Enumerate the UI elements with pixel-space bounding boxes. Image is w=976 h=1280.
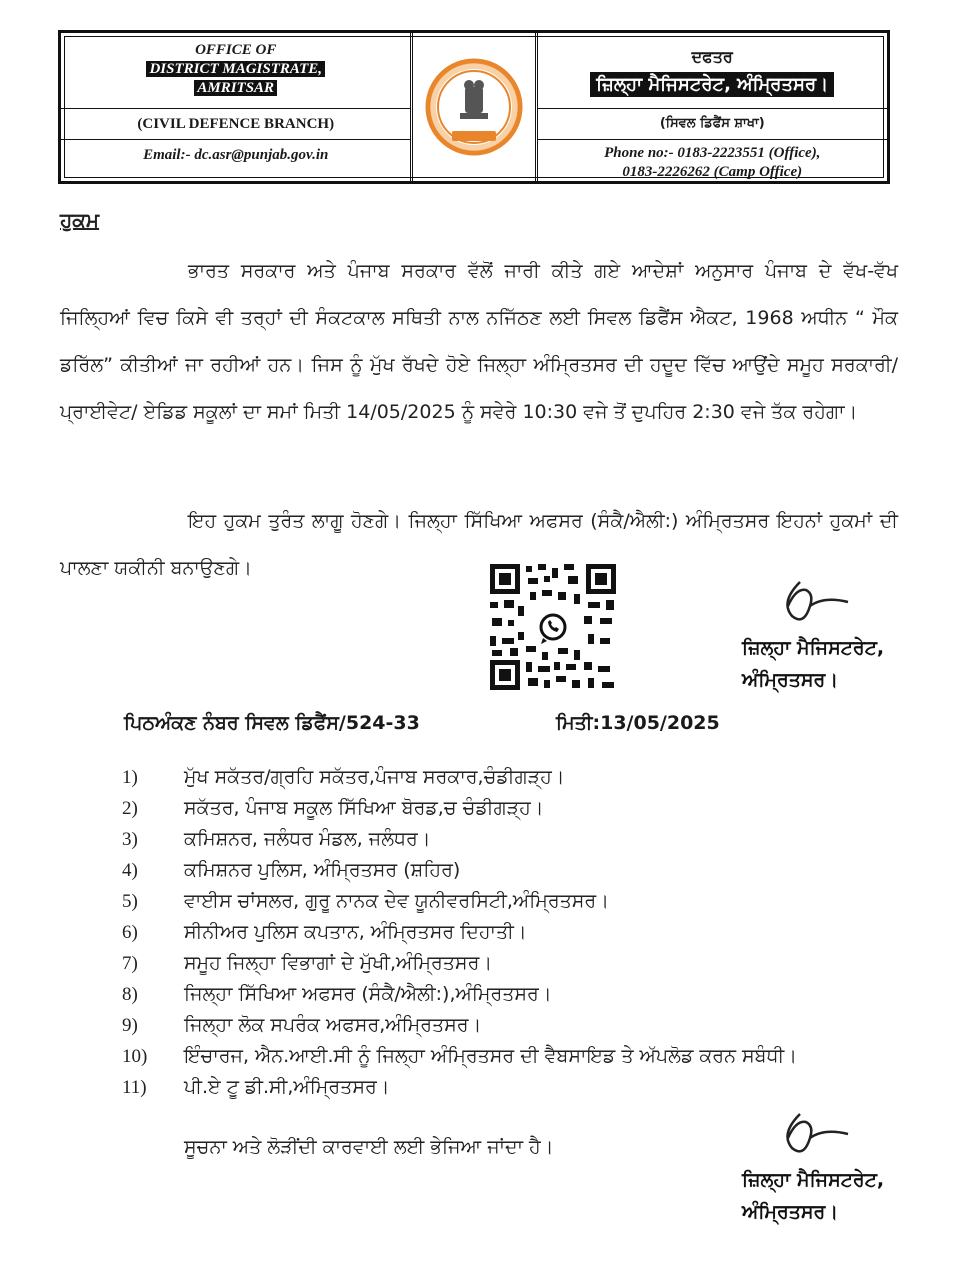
city-name: AMRITSAR: [194, 80, 277, 96]
office-of: OFFICE OF: [195, 42, 277, 58]
office-label: ਦਫਤਰ: [691, 47, 733, 66]
list-item: [122, 948, 882, 979]
list-item: [122, 1072, 882, 1103]
phone-numbers: [538, 140, 887, 182]
list-item-number: 9): [122, 1015, 138, 1036]
branch-pa: (ਸਿਵਲ ਡਿਫੈਂਸ ਸ਼ਾਖਾ): [538, 109, 887, 140]
recipient-list: [122, 762, 882, 1103]
office-name-pa: ਜ਼ਿਲ੍ਹਾ ਮੈਜਿਸਟਰੇਟ, ਅੰਮ੍ਰਿਤਸਰ।: [590, 72, 834, 97]
list-item: [122, 1010, 882, 1041]
signature-mark-1: [770, 576, 860, 636]
endorsement-date: ਮਿਤੀ:13/05/2025: [556, 712, 720, 734]
list-item-text: ਕਮਿਸ਼ਨਰ, ਜਲੰਧਰ ਮੰਡਲ, ਜਲੰਧਰ।: [184, 828, 431, 850]
list-item-text: ਸਮੂਹ ਜਿਲ੍ਹਾ ਵਿਭਾਗਾਂ ਦੇ ਮੁੱਖੀ,ਅੰਮ੍ਰਿਤਸਰ।: [184, 952, 493, 974]
list-item-text: ਜਿਲ੍ਹਾ ਲੋਕ ਸਪਰੰਕ ਅਫਸਰ,ਅੰਮ੍ਰਿਤਸਰ।: [184, 1014, 482, 1036]
list-item-text: ਸਕੱਤਰ, ਪੰਜਾਬ ਸਕੂਲ ਸਿੱਖਿਆ ਬੋਰਡ,ਚ ਚੰਡੀਗੜ੍ਹ।: [184, 797, 544, 819]
list-item-text: ਪੀ.ਏ ਟੂ ਡੀ.ਸੀ,ਅੰਮ੍ਰਿਤਸਰ।: [184, 1076, 390, 1098]
list-item: [122, 793, 882, 824]
signature-block-2: [742, 1164, 884, 1228]
list-item-text: ਇੰਚਾਰਜ, ਐਨ.ਆਈ.ਸੀ ਨੂੰ ਜਿਲ੍ਹਾ ਅੰਮ੍ਰਿਤਸਰ ਦੀ ਵੈਬਸਾਇਡ ਤੇ ਅੱਪਲੋਡ ਕਰਨ ਸਬੰਧੀ।: [184, 1045, 798, 1067]
letterhead: [58, 30, 890, 184]
list-item-text: ਵਾਈਸ ਚਾਂਸਲਰ, ਗੁਰੂ ਨਾਨਕ ਦੇਵ ਯੂਨੀਵਰਸਿਟੀ,ਅੰਮ੍ਰਿਤਸਰ।: [184, 890, 609, 912]
list-item-number: 1): [122, 767, 138, 788]
order-paragraph-1: ਭਾਰਤ ਸਰਕਾਰ ਅਤੇ ਪੰਜਾਬ ਸਰਕਾਰ ਵੱਲੋਂ ਜਾਰੀ ਕੀਤੇ ਗਏ ਆਦੇਸ਼ਾਂ ਅਨੁਸਾਰ ਪੰਜਾਬ ਦੇ ਵੱਖ-ਵੱਖ ਜਿਲ੍ਹਿਆਂ ਵਿਚ ਕਿਸੇ ਵੀ ਤਰ੍ਹਾਂ ਦੀ ਸੰਕਟਕਾਲ ਸਥਿਤੀ ਨਾਲ ਨਜਿੱਠਣ ਲਈ ਸਿਵਲ ਡਿਫੈਂਸ ਐਕਟ, 1968 ਅਧੀਨ “ ਮੌਕ ਡਰਿੱਲ” ਕੀਤੀਆਂ ਜਾ ਰਹੀਆਂ ਹਨ। ਜਿਸ ਨੂੰ ਮੁੱਖ ਰੱਖਦੇ ਹੋਏ ਜਿਲ੍ਹਾ ਅੰਮ੍ਰਿਤਸਰ ਦੀ ਹਦੂਦ ਵਿੱਚ ਆਉਂਦੇ ਸਮੂਹ ਸਰਕਾਰੀ/ ਪ੍ਰਾਈਵੇਟ/ ਏਡਿਡ ਸਕੂਲਾਂ ਦਾ ਸਮਾਂ ਮਿਤੀ 14/05/2025 ਨੂੰ ਸਵੇਰੇ 10:30 ਵਜੇ ਤੋਂ ਦੁਪਹਿਰ 2:30 ਵਜੇ ਤੱਕ ਰਹੇਗਾ।: [60, 260, 898, 423]
letterhead-left: [61, 33, 410, 181]
signature-mark-2: [770, 1108, 860, 1168]
district-magistrate: DISTRICT MAGISTRATE,: [146, 61, 325, 77]
signatory-place-2: ਅੰਮ੍ਰਿਤਸਰ।: [742, 1201, 839, 1223]
signature-block-1: [742, 632, 884, 696]
letterhead-right: [538, 33, 887, 181]
office-title-en: [61, 33, 410, 109]
list-item-number: 10): [122, 1046, 148, 1067]
list-item-number: 11): [122, 1077, 147, 1098]
list-item-text: ਮੁੱਖ ਸਕੱਤਰ/ਗ੍ਰਹਿ ਸਕੱਤਰ,ਪੰਜਾਬ ਸਰਕਾਰ,ਚੰਡੀਗੜ੍ਹ।: [184, 766, 565, 788]
closing-line: ਸੂਚਨਾ ਅਤੇ ਲੋੜੀਂਦੀ ਕਾਰਵਾਈ ਲਈ ਭੇਜਿਆ ਜਾਂਦਾ ਹੈ।: [184, 1136, 554, 1158]
endorsement-number: ਪਿਠਅੰਕਣ ਨੰਬਰ ਸਿਵਲ ਡਿਫੈਂਸ/524-33: [124, 712, 420, 734]
list-item: [122, 979, 882, 1010]
list-item: [122, 762, 882, 793]
list-item: [122, 1041, 882, 1072]
qr-code-icon: [488, 562, 618, 692]
signatory-title-2: ਜ਼ਿਲ੍ਹਾ ਮੈਜਿਸਟਰੇਟ,: [742, 1169, 885, 1191]
list-item-number: 2): [122, 798, 138, 819]
list-item: [122, 886, 882, 917]
branch-en: (CIVIL DEFENCE BRANCH): [61, 109, 410, 140]
list-item-number: 3): [122, 829, 138, 850]
list-item-number: 8): [122, 984, 138, 1005]
emblem-cell: [410, 33, 537, 181]
list-item-text: ਕਮਿਸ਼ਨਰ ਪੁਲਿਸ, ਅੰਮ੍ਰਿਤਸਰ (ਸ਼ਹਿਰ): [184, 859, 461, 881]
list-item-number: 6): [122, 922, 138, 943]
list-item: [122, 824, 882, 855]
list-item-number: 7): [122, 953, 138, 974]
list-item-number: 4): [122, 860, 138, 881]
office-title-pa: [538, 33, 887, 109]
list-item: [122, 855, 882, 886]
email: Email:- dc.asr@punjab.gov.in: [143, 147, 329, 163]
order-paragraph-2: ਇਹ ਹੁਕਮ ਤੁਰੰਤ ਲਾਗੂ ਹੋਣਗੇ। ਜਿਲ੍ਹਾ ਸਿੱਖਿਆ ਅਫਸਰ (ਸੰਕੈ/ਐਲੀ:) ਅੰਮ੍ਰਿਤਸਰ ਇਹਨਾਂ ਹੁਕਮਾਂ ਦੀ ਪਾਲਣਾ ਯਕੀਨੀ ਬਨਾਉਣਗੇ।: [60, 510, 898, 579]
phone-camp: 0183-2226262 (Camp Office): [622, 164, 803, 180]
phone-office: Phone no:- 0183-2223551 (Office),: [604, 145, 821, 161]
list-item-text: ਸੀਨੀਅਰ ਪੁਲਿਸ ਕਪਤਾਨ, ਅੰਮ੍ਰਿਤਸਰ ਦਿਹਾਤੀ।: [184, 921, 527, 943]
state-emblem-icon: [422, 55, 526, 159]
order-heading: ਹੁਕਮ: [60, 208, 100, 232]
signatory-place-1: ਅੰਮ੍ਰਿਤਸਰ।: [742, 669, 839, 691]
signatory-title-1: ਜ਼ਿਲ੍ਹਾ ਮੈਜਿਸਟਰੇਟ,: [742, 637, 885, 659]
list-item: [122, 917, 882, 948]
list-item-number: 5): [122, 891, 138, 912]
list-item-text: ਜਿਲ੍ਹਾ ਸਿੱਖਿਆ ਅਫਸਰ (ਸੰਕੈ/ਐਲੀ:),ਅੰਮ੍ਰਿਤਸਰ।: [184, 983, 552, 1005]
